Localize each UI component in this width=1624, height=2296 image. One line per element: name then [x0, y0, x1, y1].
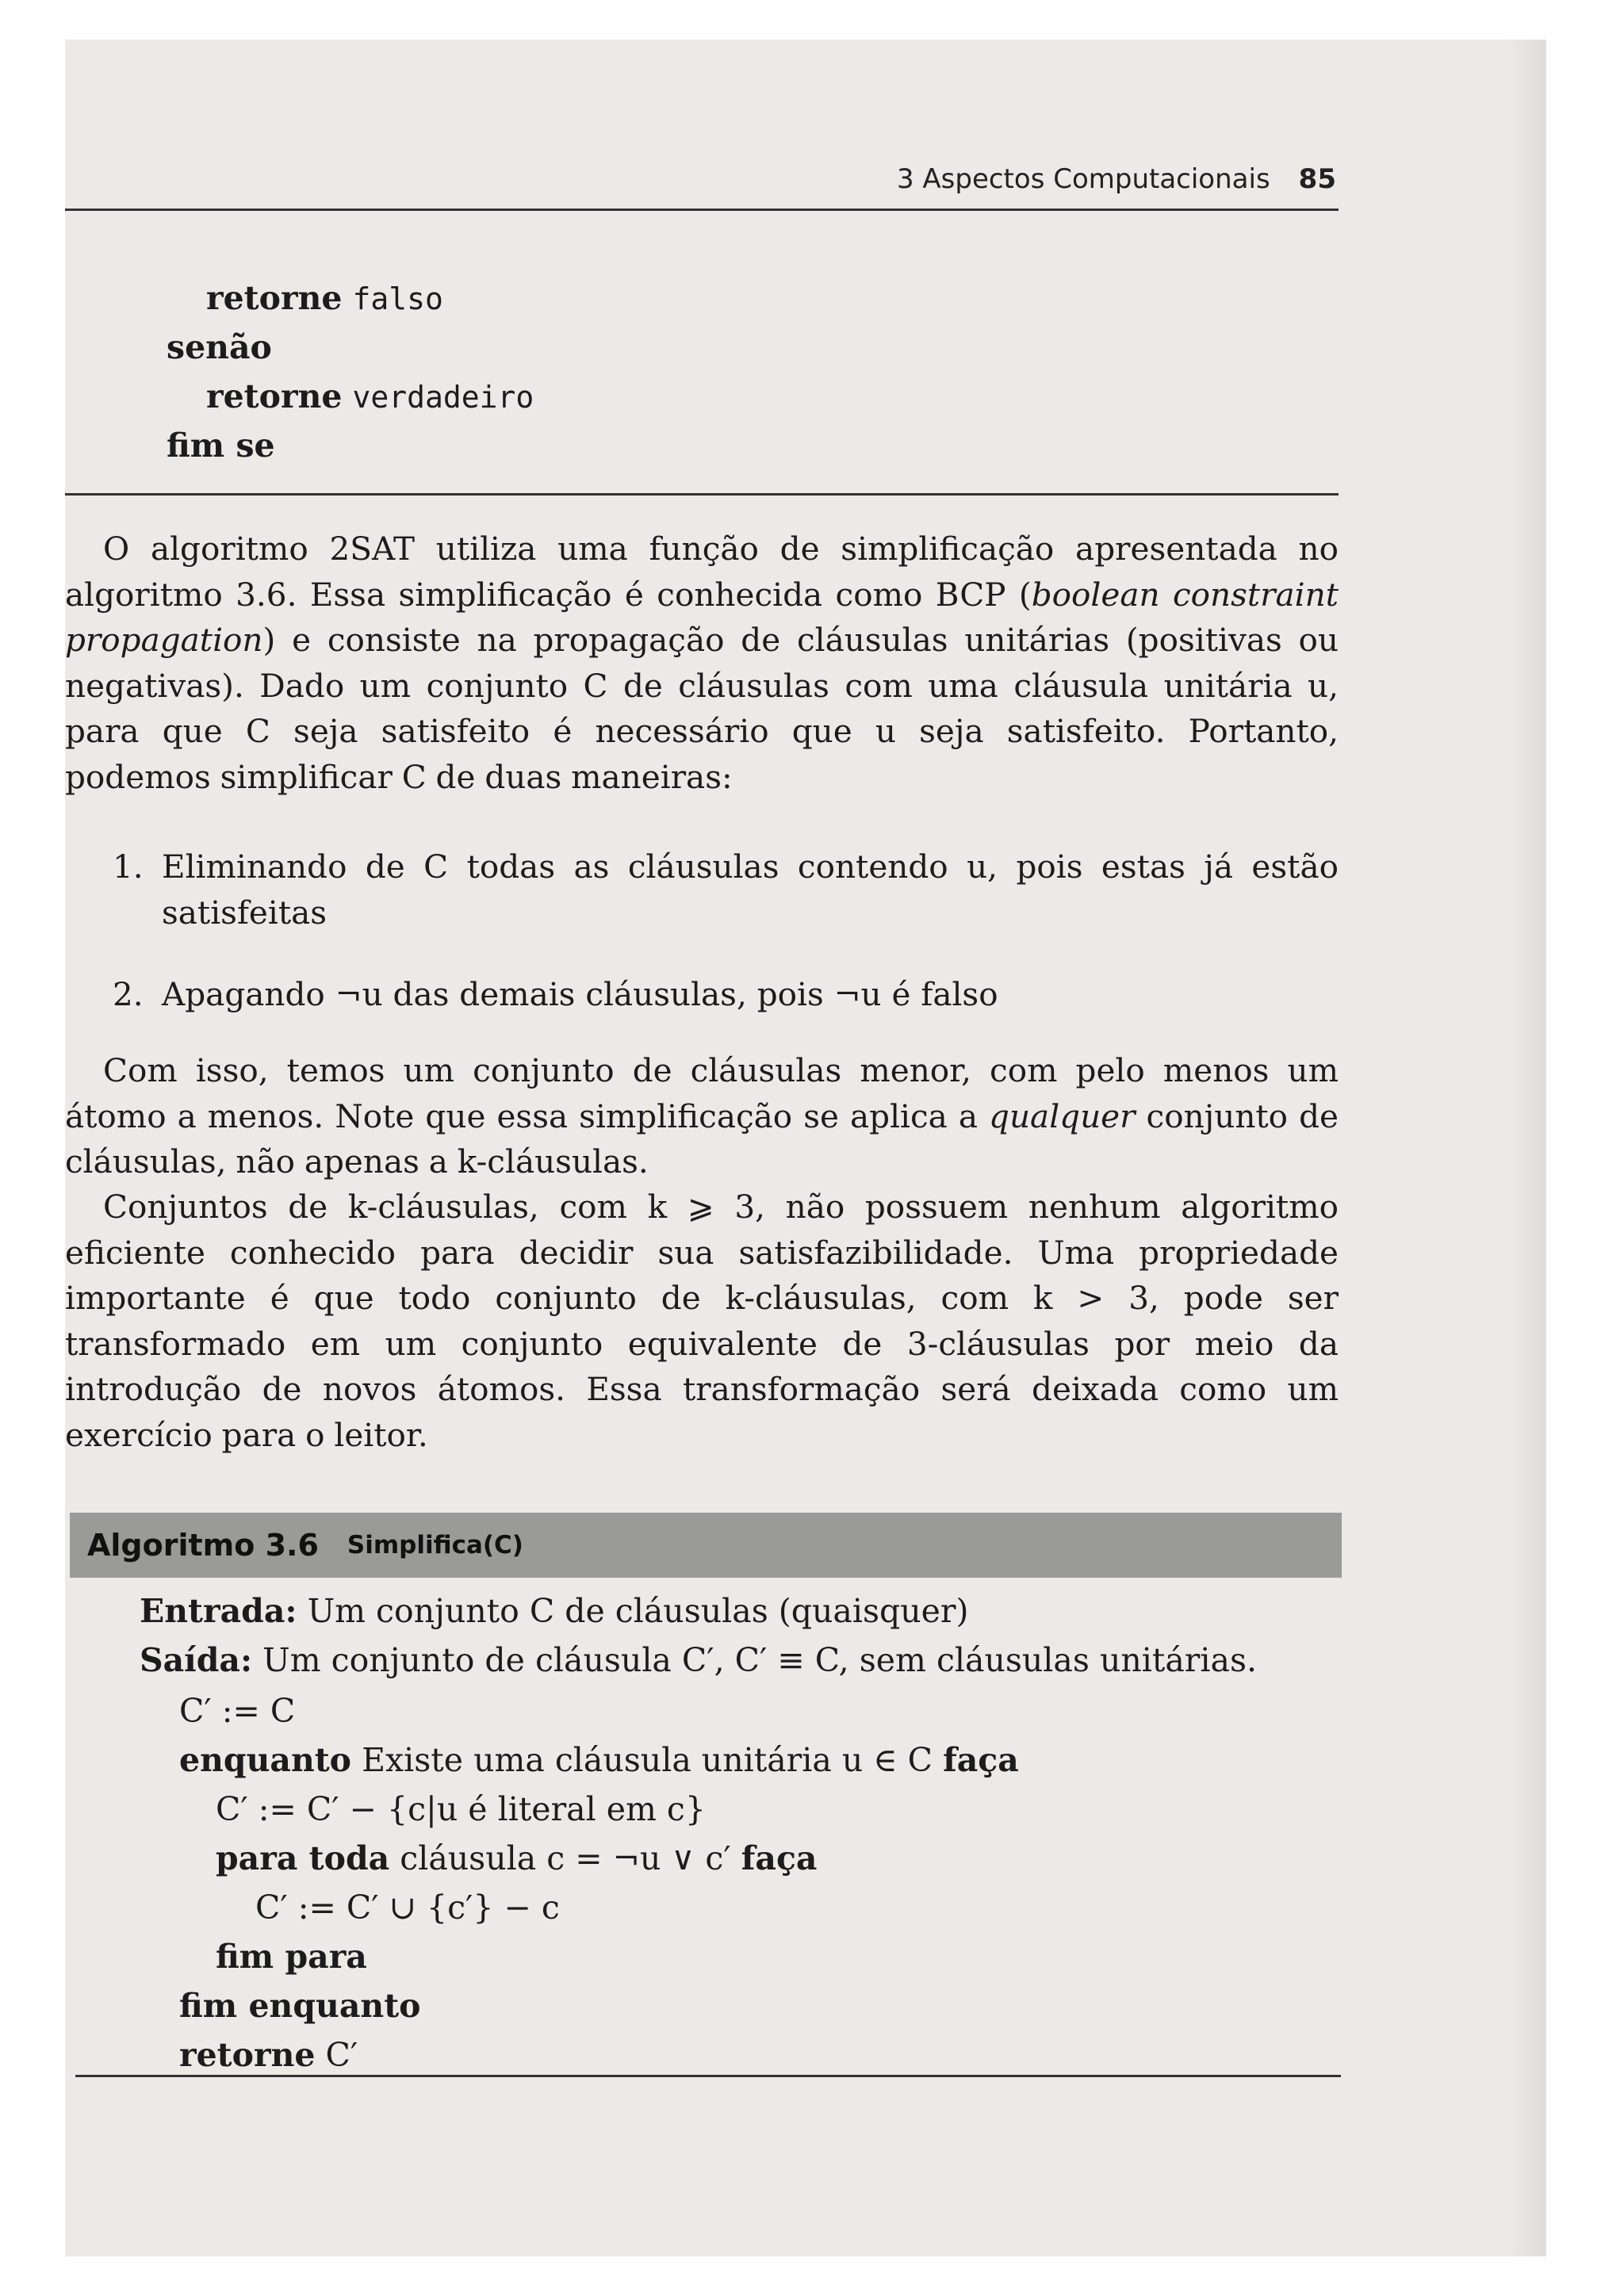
- algorithm-line-3: C′ := C′ − {c|u é literal em c}: [216, 1790, 706, 1828]
- algorithm-line-6: fim para: [216, 1938, 367, 1976]
- algorithm-end-rule: [65, 493, 1339, 496]
- list-item-1: 1. Eliminando de C todas as cláusulas contendo u, pois estas já estão satisfeitas: [113, 848, 1339, 932]
- algorithm-name: Simplifica(C): [347, 1531, 523, 1559]
- header-rule: [65, 209, 1339, 211]
- code-line-end-if: fim se: [167, 427, 275, 465]
- algorithm-line-5: C′ := C′ ∪ {c′} − c: [255, 1888, 560, 1927]
- algorithm-input: Entrada: Um conjunto C de cláusulas (quaisquer): [140, 1592, 969, 1630]
- list-item-2: 2. Apagando ¬u das demais cláusulas, pois ¬u é falso: [113, 975, 998, 1013]
- algorithm-number: Algoritmo 3.6: [87, 1528, 319, 1563]
- code-line-return-false: retorne falso: [206, 279, 443, 317]
- algorithm-line-1: C′ := C: [179, 1692, 296, 1730]
- page-edge-shadow: [1508, 40, 1546, 2256]
- algorithm-line-8: retorne C′: [179, 2036, 358, 2074]
- algorithm-header: [70, 1513, 1342, 1578]
- algorithm-line-4: para toda cláusula c = ¬u ∨ c′ faça: [216, 1839, 818, 1877]
- code-line-else: senão: [167, 328, 272, 366]
- algorithm-output: Saída: Um conjunto de cláusula C′, C′ ≡ C, sem cláusulas unitárias.: [140, 1641, 1258, 1679]
- paragraph-bcp: O algoritmo 2SAT utiliza uma função de simplificação apresentada no algoritmo 3.6. Essa simplificação é conhecida como BCP (boolean constraint propagation) e consiste na propagação de cláusulas unitárias (positivas ou negativas). Dado um conjunto C de cláusulas com uma cláusula unitária u, para que C seja satisfeito é necessário que u seja satisfeito. Portanto, podemos simplificar C de duas maneiras:: [65, 530, 1339, 796]
- algorithm-line-2: enquanto Existe uma cláusula unitária u ∈ C faça: [179, 1741, 1019, 1779]
- paragraph-k-clauses: Conjuntos de k-cláusulas, com k ⩾ 3, não possuem nenhum algoritmo eficiente conhecido para decidir sua satisfazibilidade. Uma propriedade importante é que todo conjunto de k-cláusulas, com k > 3, pode ser transformado em um conjunto equivalente de 3-cláusulas por meio da introdução de novos átomos. Essa transformação será deixada como um exercício para o leitor.: [65, 1188, 1339, 1454]
- algorithm-bottom-rule: [75, 2075, 1341, 2077]
- chapter-title: 3 Aspectos Computacionais: [896, 163, 1270, 195]
- page-number: 85: [1298, 163, 1336, 195]
- running-head: [67, 163, 1336, 195]
- algorithm-line-7: fim enquanto: [179, 1987, 421, 2025]
- code-line-return-true: retorne verdadeiro: [206, 377, 534, 415]
- paragraph-simplification: Com isso, temos um conjunto de cláusulas menor, com pelo menos um átomo a menos. Note que essa simplificação se aplica a qualquer conjunto de cláusulas, não apenas a k-cláusulas.: [65, 1051, 1339, 1181]
